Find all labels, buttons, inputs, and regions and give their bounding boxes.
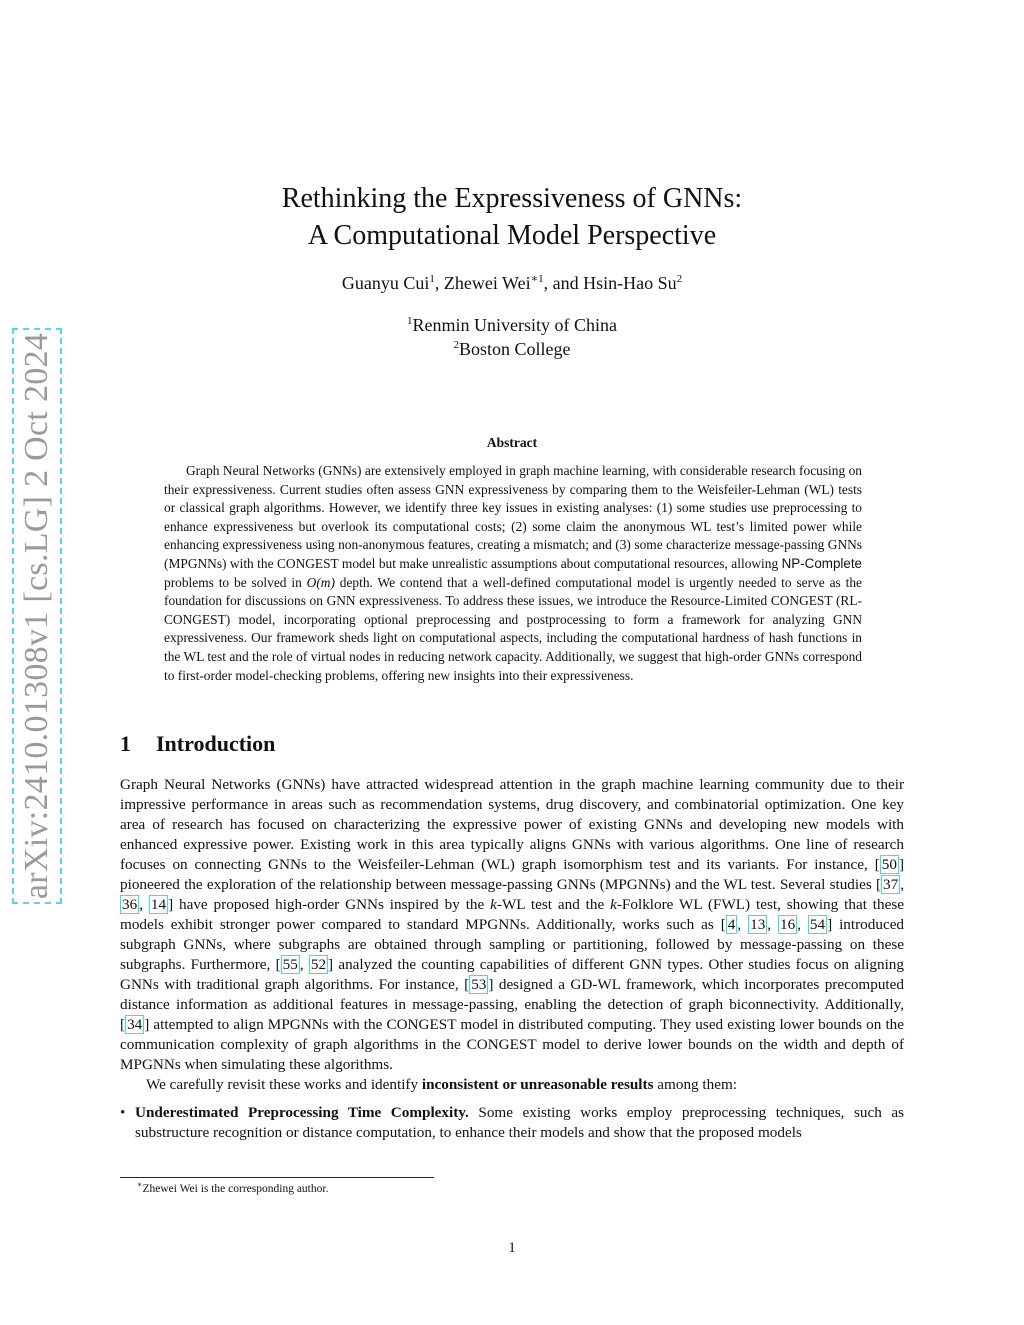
abstract-text: Graph Neural Networks (GNNs) are extensively employed in graph machine learning, with considerable research focusing on their expressiveness. Current studies often assess GNN expressiveness by comparing them to the Weisfeiler-Lehman (WL) tests or classical graph algorithms. However, we identify three key issues in existing analyses: (1) some studies use preprocessing to enhance expressiveness but overlook its computational costs; (2) some claim the anonymous WL test’s limited power while enhancing expressiveness using non-anonymous features, creating a mismatch; and (3) some characterize message-passing GNNs (MPGNNs) with the CONGEST model but make unrealistic assumptions about computational resources, allowing [164, 463, 862, 571]
footnote-divider [120, 1177, 434, 1178]
citation-link[interactable]: 4 [727, 916, 736, 933]
author-name: Zhewei Wei [443, 273, 531, 293]
citation-link[interactable]: 53 [471, 976, 487, 993]
footnote-mark: ∗ [137, 1180, 143, 1189]
introduction-body [120, 775, 904, 1143]
paragraph-text: among them: [653, 1076, 738, 1093]
citation-link[interactable]: 34 [127, 1016, 143, 1033]
section-title: Introduction [156, 731, 276, 756]
abstract-body [164, 462, 862, 685]
citation-link[interactable]: 52 [310, 956, 327, 973]
citation-link[interactable]: 16 [780, 916, 796, 933]
affiliation [0, 337, 1024, 361]
paragraph-text: -Folklore WL (FWL) test, showing that these models exhibit stronger power compared to standard MPGNNs. Additionally, works such as [ [120, 896, 904, 933]
author-separator: , [434, 273, 444, 293]
arxiv-stamp [12, 328, 62, 904]
bullet-icon: • [120, 1104, 126, 1121]
paper-title [0, 180, 1024, 254]
section-heading [120, 731, 275, 757]
author-separator: , and [543, 273, 584, 293]
intro-paragraph: Graph Neural Networks (GNNs) have attracted widespread attention in the graph machine learning community due to their impressive performance in areas such as recommendation systems, drug discovery, and combinatorial optimization. One key area of research has focused on characterizing the expressive power of existing GNNs and developing new models with enhanced expressive power. Existing work in this area typically aligns GNNs with various algorithms. One line of research focuses on connecting GNNs to the Weisfeiler-Lehman (WL) graph isomorphism test and its variants. For instance, [ 50 ] pioneered the exploration of the relationship between message-passing GNNs (MPGNNs) and the WL test. Several studies [ 37 , 36 , 14 ] have proposed high-order GNNs inspired by the k-WL test and the k-Folklore WL (FWL) test, showing that these models exhibit stronger power compared to standard MPGNNs. Additionally, works such as [ 4 , 13 , 16 , 54 ] introduced subgraph GNNs, where subgraphs are obtained through sampling or partitioning, followed by message-passing on these subgraphs. Furthermore, [ 55 , 52 ] analyzed the counting capabilities of different GNN types. Other studies focus on aligning GNNs with traditional graph algorithms. For instance, [ 53 ] designed a GD-WL framework, which incorporates precomputed distance information as additional features in message-passing, enabling the detection of graph biconnectivity. Additionally, [ 34 ] attempted to align MPGNNs with the CONGEST model in distributed computing. They used existing lower bounds on the communication complexity of graph algorithms in the CONGEST model to derive lower bounds on the width and depth of MPGNNs when simulating these algorithms. [120, 776, 905, 1073]
paragraph-text: ] attempted to align MPGNNs with the CONGEST model in distributed computing. They used existing lower bounds on the communication complexity of graph algorithms in the CONGEST model to derive lower bounds on the width and depth of MPGNNs when simulating these algorithms. [120, 1016, 904, 1073]
list-item [120, 1103, 904, 1143]
paragraph-text: ] analyzed the counting capabilities of different GNN types. Other studies focus on aligning GNNs with traditional graph algorithms. For instance, [ [120, 956, 904, 993]
affiliation [0, 313, 1024, 337]
math-variable: k [490, 896, 497, 913]
author-list [0, 273, 1024, 294]
affiliation-name: Renmin University of China [412, 315, 617, 335]
affiliation-name: Boston College [459, 339, 571, 359]
author-affiliation-mark: ∗1 [530, 273, 544, 285]
citation-link[interactable]: 37 [883, 876, 899, 893]
author-affiliation-mark: 1 [429, 273, 435, 285]
abstract-text: problems to be solved in [164, 574, 302, 590]
paragraph-text: -WL test and the [496, 896, 611, 913]
np-complete-term: NP-Complete [781, 555, 862, 571]
title-line-2: A Computational Model Perspective [307, 220, 717, 251]
big-o-expression: O(m) [306, 574, 335, 590]
title-line-1: Rethinking the Expressiveness of GNNs: [281, 183, 743, 214]
affiliation-list [0, 313, 1024, 361]
arxiv-identifier: arXiv:2410.01308v1 [cs.LG] 2 Oct 2024 [18, 332, 55, 900]
author-name: Guanyu Cui [341, 273, 430, 293]
citation-link[interactable]: 55 [282, 956, 298, 973]
author-affiliation-mark: 2 [676, 273, 683, 285]
paragraph-text: Graph Neural Networks (GNNs) have attracted widespread attention in the graph machine learning community due to their impressive performance in areas such as recommendation systems, drug discovery, and combinatorial optimization. One key area of research has focused on characterizing the expressive power of existing GNNs and developing new models with enhanced expressive power. Existing work in this area typically aligns GNNs with various algorithms. One line of research focuses on connecting GNNs to the Weisfeiler-Lehman (WL) graph isomorphism test and its variants. For instance, [ [120, 776, 904, 873]
intro-paragraph [120, 1075, 904, 1095]
paragraph-text: ] pioneered the exploration of the relationship between message-passing GNNs (MPGNNs) and the WL test. Several studies [ [120, 856, 904, 893]
affiliation-mark: 2 [453, 339, 459, 351]
citation-link[interactable]: 50 [881, 856, 897, 873]
citation-link[interactable]: 13 [750, 916, 766, 933]
paragraph-text: ] have proposed high-order GNNs inspired by the [168, 896, 491, 913]
citation-link[interactable]: 54 [809, 916, 826, 933]
math-variable: k [610, 896, 617, 913]
author-name: Hsin-Hao Su [583, 273, 677, 293]
footnote-text: Zhewei Wei is the corresponding author. [142, 1183, 329, 1195]
abstract-heading: Abstract [486, 435, 538, 450]
abstract-paragraph [164, 462, 862, 685]
citation-link[interactable]: 14 [150, 896, 167, 913]
footnote [137, 1180, 329, 1195]
list-item-heading: Underestimated Preprocessing Time Complexity. [135, 1104, 469, 1121]
list-item-text: Some existing works employ preprocessing techniques, such as substructure recognition or distance computation, to enhance their models and show that the proposed models [135, 1104, 904, 1141]
paragraph-text: ] designed a GD-WL framework, which incorporates precomputed distance information as additional features in message-passing, enabling the detection of graph biconnectivity. Additionally, [ [120, 976, 904, 1033]
section-number: 1 [120, 731, 131, 756]
affiliation-mark: 1 [407, 315, 413, 327]
paragraph-text: ] introduced subgraph GNNs, where subgraphs are obtained through sampling or partitioning, followed by message-passing on these subgraphs. Furthermore, [ [120, 916, 905, 973]
page-number: 1 [508, 1240, 516, 1256]
citation-link[interactable]: 36 [122, 896, 138, 913]
issue-list [120, 1103, 904, 1143]
abstract-text: depth. We contend that a well-defined computational model is urgently needed to serve as the foundation for discussions on GNN expressiveness. To address these issues, we introduce the Resource-Limited CONGEST (RL-CONGEST) model, incorporating optional preprocessing and postprocessing to form a framework for analyzing GNN expressiveness. Our framework sheds light on computational aspects, including the computational hardness of hash functions in the WL test and the role of virtual nodes in reducing network capacity. Additionally, we suggest that high-order GNNs correspond to first-order model-checking problems, offering new insights into their expressiveness. [164, 574, 862, 683]
paragraph-text: We carefully revisit these works and identify [146, 1076, 422, 1093]
emphasis-text: inconsistent or unreasonable results [421, 1076, 654, 1093]
